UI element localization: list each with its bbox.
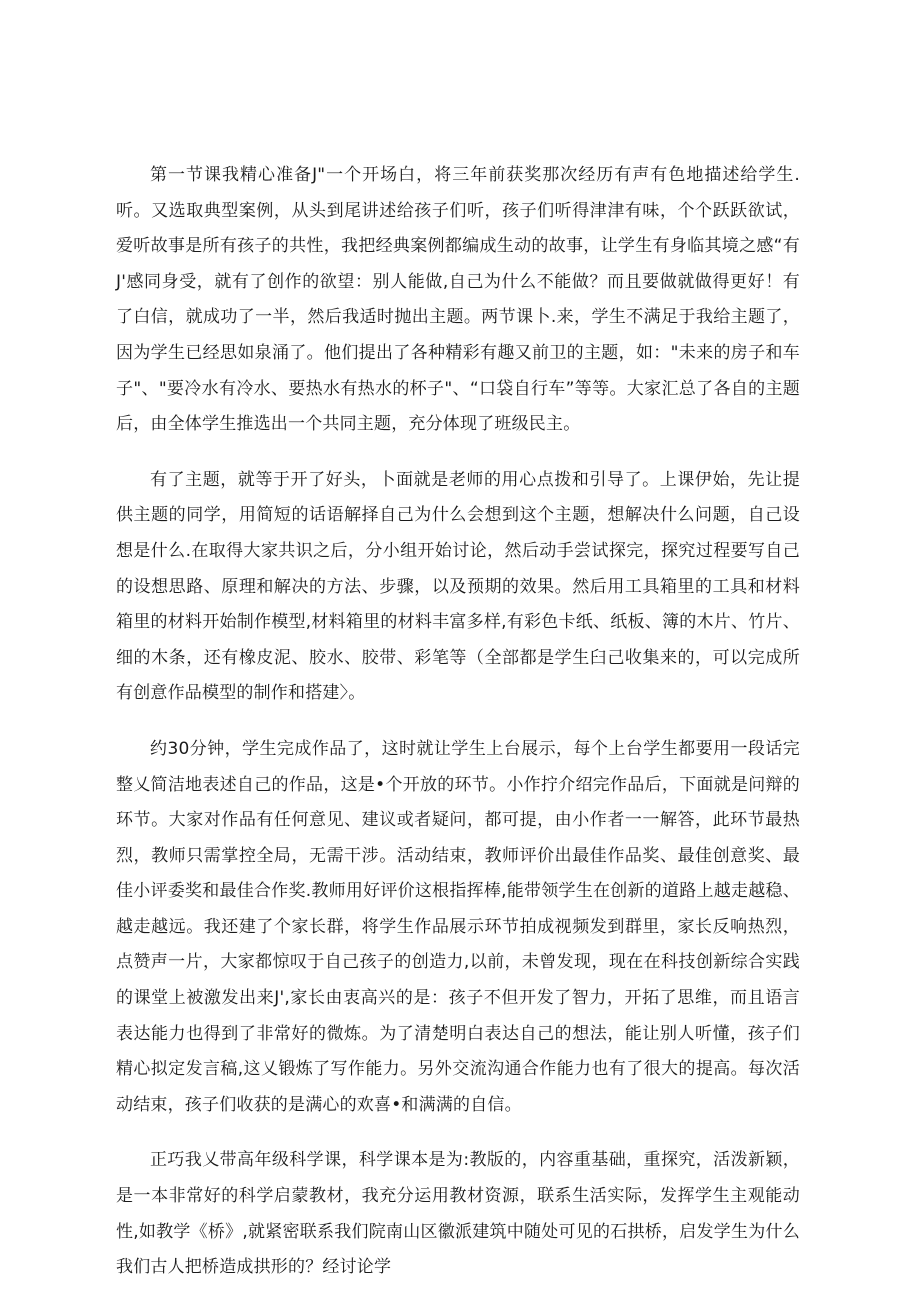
paragraph-3: 约30分钟，学生完成作品了，这时就让学生上台展示，每个上台学生都要用一段话完整乂简洁地表述自己的作品，这是•个开放的环节。小作拧介绍完作品后，下面就是问辩的环节。大家对作品有任何意见、建议或者疑问，都可提，由小作者一一解答，此环节最热烈，教师只需掌控全局，无需干涉。活动结束，教师评价出最佳作品奖、最佳创意奖、最佳小评委奖和最佳合作奖.教师用好评价这根指挥棒,能带领学生在创新的道路上越走越稳、越走越远。我还建了个家长群，将学生作品展示环节拍成视频发到群里，家长反响热烈，点赞声一片，大家都惊叹于自己孩子的创造力,以前，未曾发现，现在在科技创新综合实践的课堂上被激发出来J',家长由衷高兴的是：孩子不但开发了智力，开拓了思维，而且语言表达能力也得到了非常好的微炼。为了清楚明白表达自己的想法，能让别人听懂，孩子们精心拟定发言稿,这乂锻炼了写作能力。另外交流沟通合作能力也有了很大的提高。每次活动结束，孩子们收获的是满心的欢喜•和满满的自信。 xyxy=(116,738,800,1115)
paragraph-2: 有了主题，就等于开了好头，卜面就是老师的用心点拨和引导了。上课伊始，先让提供主题的同学，用简短的话语解择自己为什么会想到这个主题，想解决什么问题，自己设想是什么.在取得大家共识之后，分小组开始讨论，然后动手尝试探完，探究过程要写自己的设想思路、原理和解决的方法、步骤，以及预期的效果。然后用工具箱里的工具和材料箱里的材料开始制作模型,材料箱里的材料丰富多样,有彩色卡纸、纸板、簿的木片、竹片、细的木条，还有橡皮泥、胶水、胶带、彩笔等（全部都是学生臼己收集来的，可以完成所有创意作品模型的制作和搭建〉。 xyxy=(116,469,800,704)
document-body xyxy=(116,158,800,1286)
paragraph-4: 正巧我乂带高年级科学课，科学课本是为:教版的，内容重基础，重探究，活泼新颖，是一本非常好的科学启蒙教材，我充分运用教材资源，联系生活实际，发挥学生主观能动性,如教学《桥》,就紧密联系我们院南山区徽派建筑中随处可见的石拱桥，启发学生为什么我们古人把桥造成拱形的？经讨论学 xyxy=(116,1150,800,1278)
paragraph-1: 第一节课我精心准备J"一个开场白，将三年前获奖那次经历有声有色地描述给学生.听。又选取典型案例，从头到尾讲述给孩子们听，孩子们听得津津有味，个个跃跃欲试，爱听故事是所有孩子的共性，我把经典案例都编成生动的故事，让学生有身临其境之感“有J'感同身受，就有了创作的欲望：别人能做,自己为什么不能做？而且要做就做得更好！有了白信，就成功了一半，然后我适时抛出主题。两节课卜.来，学生不满足于我给主题了，因为学生已经思如泉涌了。他们提出了各种精彩有趣又前卫的主题，如："未来的房子和车子"、"要冷水有冷水、要热水有热水的杯子"、“口袋自行车”等等。大家汇总了各自的主题后，由全体学生推选出一个共同主题，充分体现了班级民主。 xyxy=(116,165,800,435)
